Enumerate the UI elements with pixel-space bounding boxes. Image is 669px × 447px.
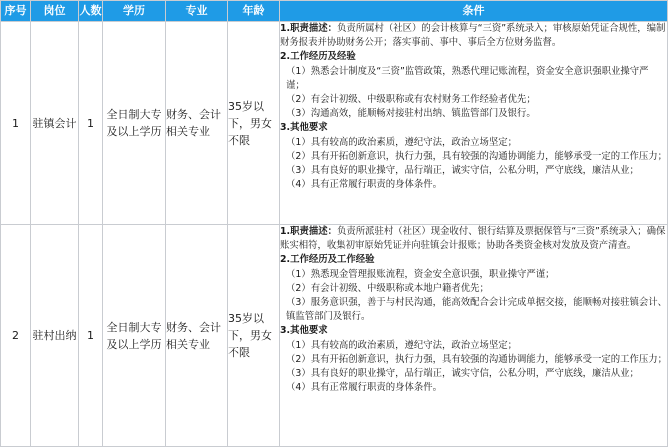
requirement-item: （1）具有较高的政治素质，遵纪守法，政治立场坚定； — [286, 136, 517, 148]
experience-item: （1）熟悉会计制度及“三资”监管政策，熟悉代理记账流程，资金安全意识强职业操守严谨； — [286, 65, 649, 91]
cell-count: 1 — [79, 225, 103, 447]
requirements-title: 3.其他要求 — [280, 122, 328, 134]
header-count: 人数 — [79, 1, 103, 22]
table-row — [1, 22, 668, 225]
header-position: 岗位 — [31, 1, 79, 22]
header-seq: 序号 — [1, 1, 31, 22]
cell-count: 1 — [79, 22, 103, 225]
requirement-item: （4）具有正常履行职责的身体条件。 — [286, 382, 442, 394]
table-row — [1, 225, 668, 447]
header-education: 学历 — [103, 1, 166, 22]
header-age: 年龄 — [228, 1, 280, 22]
header-major: 专业 — [166, 1, 228, 22]
cell-seq: 2 — [1, 225, 31, 447]
requirement-item: （1）具有较高的政治素质，遵纪守法，政治立场坚定； — [286, 339, 517, 351]
experience-title: 2.工作经历及经验 — [280, 51, 356, 63]
experience-item: （2）有会计初级、中级职称或有农村财务工作经验者优先； — [286, 94, 536, 106]
header-conditions: 条件 — [280, 1, 668, 22]
cell-seq: 1 — [1, 22, 31, 225]
cell-education: 全日制大专及以上学历 — [103, 225, 166, 447]
duty-text: 负责所派驻村（社区）现金收付、银行结算及票据保管与“三资”系统录入；确保账实相符，收集初审原始凭证并向驻镇会计报账；协助各类资金核对发放及资产清查。 — [280, 226, 666, 252]
table-header — [1, 1, 668, 22]
requirement-item: （2）具有开拓创新意识，执行力强，具有较强的沟通协调能力，能够承受一定的工作压力； — [286, 150, 667, 162]
requirement-item: （4）具有正常履行职责的身体条件。 — [286, 179, 442, 191]
duty-text: 负责所属村（社区）的会计核算与“三资”系统录入；审核原始凭证合规性，编制财务报表并协助财务公开；落实事前、事中、事后全方位财务监督。 — [280, 23, 666, 49]
requirement-item: （3）具有良好的职业操守，品行端正，诚实守信，公私分明，严守底线，廉洁从业； — [286, 368, 639, 380]
experience-item: （3）服务意识强，善于与村民沟通，能高效配合会计完成单据交接，能顺畅对接驻镇会计、镇监管部门及银行。 — [286, 297, 667, 323]
duty-label: 1.职责描述： — [280, 226, 337, 237]
experience-item: （1）熟悉现金管理报账流程，资金安全意识强，职业操守严谨； — [286, 268, 555, 280]
cell-conditions — [280, 225, 668, 447]
requirements-title: 3.其他要求 — [280, 325, 328, 337]
cell-position: 驻镇会计 — [31, 22, 79, 225]
experience-item: （2）有会计初级、中级职称或本地户籍者优先； — [286, 282, 489, 294]
duty-description — [280, 22, 667, 50]
cell-conditions — [280, 22, 668, 225]
cell-age: 35岁以下，男女不限 — [228, 22, 280, 225]
requirement-item: （2）具有开拓创新意识，执行力强，具有较强的沟通协调能力，能够承受一定的工作压力； — [286, 353, 667, 365]
cell-major: 财务、会计相关专业 — [166, 22, 228, 225]
cell-age: 35岁以下，男女不限 — [228, 225, 280, 447]
duty-description — [280, 225, 667, 253]
duty-label: 1.职责描述： — [280, 23, 337, 34]
experience-title: 2.工作经历及工作经验 — [280, 254, 375, 266]
experience-item: （3）沟通高效，能顺畅对接驻村出纳、镇监管部门及银行。 — [286, 108, 536, 120]
cell-major: 财务、会计相关专业 — [166, 225, 228, 447]
requirement-item: （3）具有良好的职业操守，品行端正，诚实守信，公私分明，严守底线，廉洁从业； — [286, 165, 639, 177]
cell-position: 驻村出纳 — [31, 225, 79, 447]
cell-education: 全日制大专及以上学历 — [103, 22, 166, 225]
